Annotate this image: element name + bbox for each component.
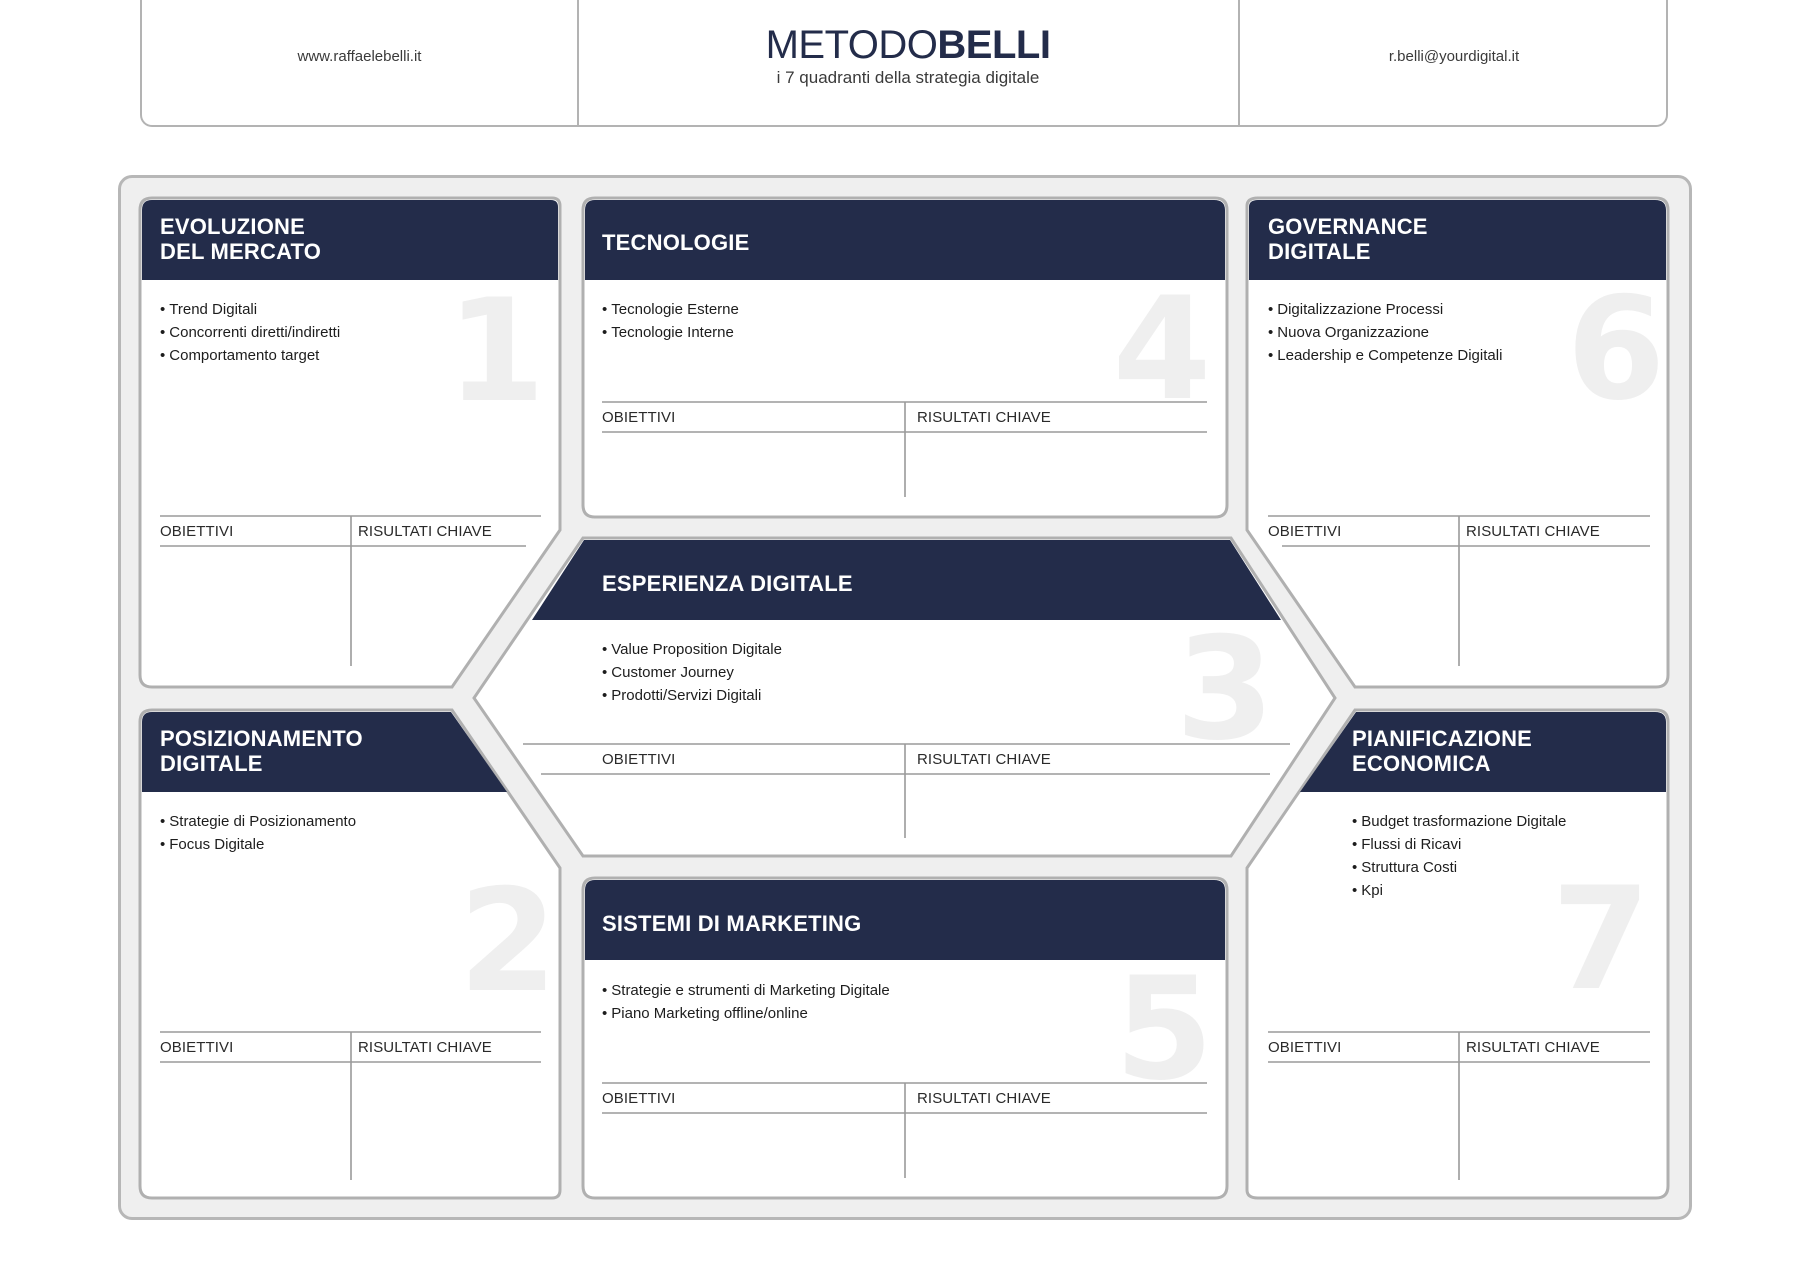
quadrant-6-title xyxy=(1268,214,1428,264)
title-line: DEL MERCATO xyxy=(160,239,322,264)
quadrant-5-list xyxy=(602,979,890,1025)
quadrant-7-card xyxy=(1247,710,1668,1198)
list-item: • Budget trasformazione Digitale xyxy=(1352,810,1566,833)
key-results-label: RISULTATI CHIAVE xyxy=(1466,1039,1600,1056)
objectives-label: OBIETTIVI xyxy=(160,1039,234,1056)
quadrant-2-card xyxy=(140,710,560,1198)
email-link[interactable]: r.belli@yourdigital.it xyxy=(1388,48,1520,65)
quadrant-6-card xyxy=(1247,198,1668,687)
quadrant-3-list xyxy=(602,638,782,707)
website-link[interactable]: www.raffaelebelli.it xyxy=(297,48,422,65)
title-line: GOVERNANCE xyxy=(1268,214,1428,239)
title-line: DIGITALE xyxy=(1268,239,1371,264)
list-item: • Customer Journey xyxy=(602,661,782,684)
list-item: • Piano Marketing offline/online xyxy=(602,1002,890,1025)
title-line: EVOLUZIONE xyxy=(160,214,306,239)
quadrant-4-title xyxy=(602,230,749,255)
key-results-label: RISULTATI CHIAVE xyxy=(358,523,492,540)
key-results-label: RISULTATI CHIAVE xyxy=(358,1039,492,1056)
list-item: • Nuova Organizzazione xyxy=(1268,321,1502,344)
quadrant-1-card xyxy=(140,198,560,687)
list-item: • Comportamento target xyxy=(160,344,340,367)
list-item: • Trend Digitali xyxy=(160,298,340,321)
quadrant-7-title xyxy=(1352,726,1532,776)
quadrant-5-title xyxy=(602,911,861,936)
objectives-label: OBIETTIVI xyxy=(160,523,234,540)
quadrant-number: 3 xyxy=(1175,607,1275,772)
objectives-label: OBIETTIVI xyxy=(602,751,676,768)
list-item: • Value Proposition Digitale xyxy=(602,638,782,661)
quadrant-1-title xyxy=(160,214,321,264)
list-item: • Leadership e Competenze Digitali xyxy=(1268,344,1502,367)
logo-light: METODO xyxy=(765,23,938,67)
quadrant-6-list xyxy=(1268,298,1502,367)
objectives-label: OBIETTIVI xyxy=(1268,523,1342,540)
quadrant-2-title xyxy=(160,726,363,776)
list-item: • Struttura Costi xyxy=(1352,856,1566,879)
quadrant-number: 6 xyxy=(1566,267,1666,432)
quadrant-number: 1 xyxy=(446,269,546,434)
list-item: • Tecnologie Esterne xyxy=(602,298,739,321)
quadrant-4-list xyxy=(602,298,739,344)
list-item: • Prodotti/Servizi Digitali xyxy=(602,684,782,707)
quadrant-number: 5 xyxy=(1114,947,1214,1112)
key-results-label: RISULTATI CHIAVE xyxy=(917,1090,1051,1107)
list-item: • Digitalizzazione Processi xyxy=(1268,298,1502,321)
list-item: • Focus Digitale xyxy=(160,833,356,856)
quadrant-number: 2 xyxy=(458,859,558,1024)
quadrant-number: 7 xyxy=(1551,857,1651,1022)
title-line: DIGITALE xyxy=(160,751,263,776)
list-item: • Strategie e strumenti di Marketing Digitale xyxy=(602,979,890,1002)
title-line: POSIZIONAMENTO xyxy=(160,726,363,751)
list-item: • Strategie di Posizionamento xyxy=(160,810,356,833)
key-results-label: RISULTATI CHIAVE xyxy=(1466,523,1600,540)
list-item: • Kpi xyxy=(1352,879,1566,902)
quadrant-1-list xyxy=(160,298,340,367)
objectives-label: OBIETTIVI xyxy=(602,409,676,426)
quadrant-7-list xyxy=(1352,810,1566,902)
title-line: ESPERIENZA DIGITALE xyxy=(602,571,853,596)
title-line: TECNOLOGIE xyxy=(602,230,750,255)
list-item: • Tecnologie Interne xyxy=(602,321,739,344)
quadrant-2-list xyxy=(160,810,356,856)
objectives-label: OBIETTIVI xyxy=(602,1090,676,1107)
list-item: • Concorrenti diretti/indiretti xyxy=(160,321,340,344)
quadrant-number: 4 xyxy=(1112,267,1212,432)
objectives-label: OBIETTIVI xyxy=(1268,1039,1342,1056)
title-line: PIANIFICAZIONE xyxy=(1352,726,1533,751)
title-line: SISTEMI DI MARKETING xyxy=(602,911,862,936)
key-results-label: RISULTATI CHIAVE xyxy=(917,409,1051,426)
logo-bold: BELLI xyxy=(937,23,1051,67)
list-item: • Flussi di Ricavi xyxy=(1352,833,1566,856)
title-line: ECONOMICA xyxy=(1352,751,1491,776)
tagline: i 7 quadranti della strategia digitale xyxy=(776,68,1040,87)
quadrant-3-title xyxy=(602,571,853,596)
key-results-label: RISULTATI CHIAVE xyxy=(917,751,1051,768)
